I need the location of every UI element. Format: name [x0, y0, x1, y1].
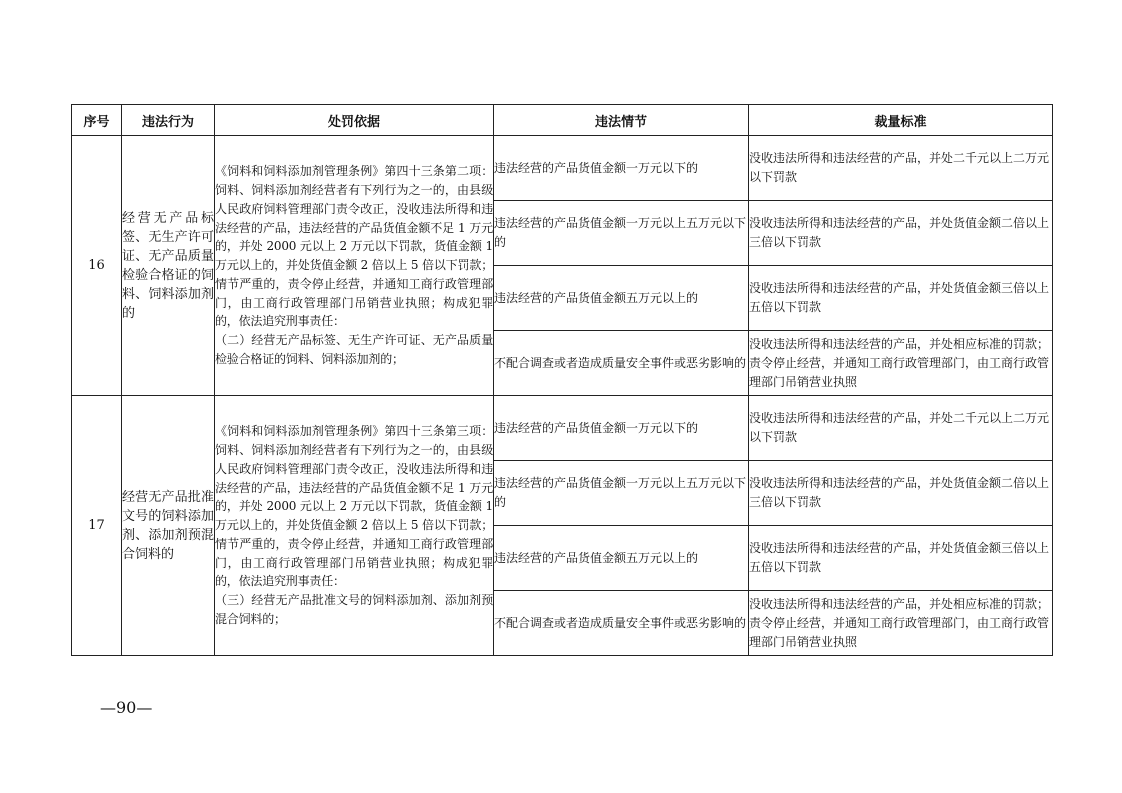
basis-text: 《饲料和饲料添加剂管理条例》第四十三条第三项：饲料、饲料添加剂经营者有下列行为之一的，由县级人民政府饲料管理部门责令改正，没收违法所得和违法经营的产品，违法经营的产品货值金额不足 1 万元的，并处 2000 元以上 2 万元以下罚款，货值金额 1 万元以上的，并处货值金额 2 倍以上 5 倍以下罚款；情节严重的，责令停止经营，并通知工商行政管理部门，由工商行政管理部门吊销营业执照；构成犯罪的，依法追究刑事责任：	[215, 424, 493, 589]
row-basis	[215, 396, 494, 656]
basis-item: （二）经营无产品标签、无生产许可证、无产品质量检验合格证的饲料、饲料添加剂的；	[215, 333, 493, 367]
table-header-row	[72, 105, 1053, 136]
circumstance-cell: 不配合调查或者造成质量安全事件或恶劣影响的	[494, 591, 749, 656]
circumstance-cell: 违法经营的产品货值金额一万元以上五万元以下的	[494, 201, 749, 266]
header-circumstance: 违法情节	[494, 105, 749, 136]
page-number: —90—	[100, 698, 153, 717]
row-seq: 17	[72, 396, 122, 656]
basis-item: （三）经营无产品批准文号的饲料添加剂、添加剂预混合饲料的；	[215, 593, 493, 627]
basis-text: 《饲料和饲料添加剂管理条例》第四十三条第二项：饲料、饲料添加剂经营者有下列行为之一的，由县级人民政府饲料管理部门责令改正，没收违法所得和违法经营的产品，违法经营的产品货值金额不足 1 万元的，并处 2000 元以上 2 万元以下罚款，货值金额 1 万元以上的，并处货值金额 2 倍以上 5 倍以下罚款；情节严重的，责令停止经营，并通知工商行政管理部门，由工商行政管理部门吊销营业执照；构成犯罪的，依法追究刑事责任：	[215, 164, 493, 329]
table-row	[72, 136, 1053, 201]
standard-cell: 没收违法所得和违法经营的产品，并处货值金额三倍以上五倍以下罚款	[749, 526, 1053, 591]
row-behavior: 经营无产品标签、无生产许可证、无产品质量检验合格证的饲料、饲料添加剂的	[122, 136, 215, 396]
header-standard: 裁量标准	[749, 105, 1053, 136]
circumstance-cell: 违法经营的产品货值金额五万元以上的	[494, 266, 749, 331]
circumstance-cell: 不配合调查或者造成质量安全事件或恶劣影响的	[494, 331, 749, 396]
header-seq: 序号	[72, 105, 122, 136]
penalty-table	[71, 104, 1053, 656]
table-row	[72, 396, 1053, 461]
header-behavior: 违法行为	[122, 105, 215, 136]
circumstance-cell: 违法经营的产品货值金额一万元以上五万元以下的	[494, 461, 749, 526]
standard-cell: 没收违法所得和违法经营的产品，并处二千元以上二万元以下罚款	[749, 136, 1053, 201]
standard-cell: 没收违法所得和违法经营的产品，并处货值金额三倍以上五倍以下罚款	[749, 266, 1053, 331]
circumstance-cell: 违法经营的产品货值金额五万元以上的	[494, 526, 749, 591]
standard-cell: 没收违法所得和违法经营的产品，并处相应标准的罚款；责令停止经营，并通知工商行政管理部门，由工商行政管理部门吊销营业执照	[749, 331, 1053, 396]
row-basis	[215, 136, 494, 396]
row-seq: 16	[72, 136, 122, 396]
header-basis: 处罚依据	[215, 105, 494, 136]
standard-cell: 没收违法所得和违法经营的产品，并处相应标准的罚款；责令停止经营，并通知工商行政管理部门，由工商行政管理部门吊销营业执照	[749, 591, 1053, 656]
circumstance-cell: 违法经营的产品货值金额一万元以下的	[494, 396, 749, 461]
standard-cell: 没收违法所得和违法经营的产品，并处货值金额二倍以上三倍以下罚款	[749, 201, 1053, 266]
circumstance-cell: 违法经营的产品货值金额一万元以下的	[494, 136, 749, 201]
row-behavior: 经营无产品批准文号的饲料添加剂、添加剂预混合饲料的	[122, 396, 215, 656]
standard-cell: 没收违法所得和违法经营的产品，并处二千元以上二万元以下罚款	[749, 396, 1053, 461]
standard-cell: 没收违法所得和违法经营的产品，并处货值金额二倍以上三倍以下罚款	[749, 461, 1053, 526]
